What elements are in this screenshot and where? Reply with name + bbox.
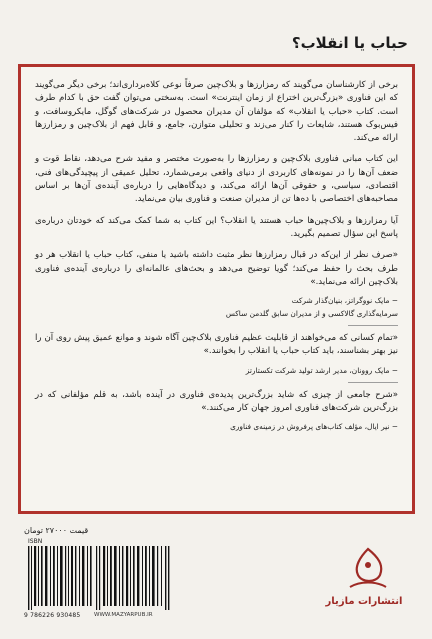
publisher-url: WWW.MAZYARPUB.IR: [94, 612, 153, 618]
divider: [348, 325, 398, 326]
isbn-number: 9 786226 930485: [24, 612, 81, 619]
barcode-area: [24, 526, 174, 626]
description-frame: [18, 64, 415, 514]
paragraph-3: آیا رمزارزها و بلاک‌چین‌ها حباب هستند یا انقلاب؟ این کتاب به شما کمک می‌کند که خودتان درباره‌ی پاسخ این سؤال تصمیم بگیرید.: [35, 215, 398, 239]
divider: [348, 382, 398, 383]
paragraph-2: این کتاب مبانی فناوری بلاک‌چین و رمزارزها را به‌صورت مختصر و مفید شرح می‌دهد، نقاط قوت و ضعف آن‌ها را در نمونه‌های کاربردی از دنیای واقعی برمی‌شمارد، تحلیل عمیقی از پیچیدگی‌های فنی، اقتصادی، سیاسی، و حقوقی آن‌ها ارائه می‌کند، و دیدگاه‌هایی را درباره‌ی آینده‌ی آن‌ها بر اساس مصاحبه‌های اختصاصی با ده‌ها تن از مدیران صنعت و فناوری بیان می‌نماید.: [35, 154, 398, 205]
barcode-icon: [26, 546, 172, 610]
publisher-name: انتشارات مازیار: [325, 596, 403, 607]
quote-3: «شرح جامعی از چیزی که شاید بزرگ‌ترین پدیده‌ی فناوری در آینده باشد، به قلم مؤلفانی که در بزرگ‌ترین شرکت‌های فناوری امروز جهان کار می‌کنند.»: [35, 389, 398, 414]
description-body: [35, 79, 398, 436]
quote-2: «تمام کسانی که می‌خواهند از قابلیت عظیم فناوری بلاک‌چین آگاه شوند و موانع عمیق پیش روی آن را نیز بهتر بشناسند، باید کتاب حباب یا انقلاب را بخوانند.»: [35, 333, 398, 357]
price: قیمت ۲۷۰۰۰ تومان: [24, 526, 89, 535]
book-title: حباب یا انقلاب؟: [291, 34, 408, 52]
isbn-label: ISBN: [28, 538, 43, 545]
quote-1-author: − مایک نووگراتز، بنیان‌گذار شرکت: [291, 296, 398, 306]
paragraph-1: برخی از کارشناسان می‌گویند که رمزارزها و بلاک‌چین صرفاً نوعی کلاه‌برداری‌اند؛ برخی دیگر می‌گویند که این فناوری «بزرگ‌ترین اختراع از زمان اینترنت» است. به‌سختی می‌توان گفت حق با کدام طرف است. کتاب «حباب یا انقلاب» که مؤلفان آن مدیران محصول در شرکت‌های گوگل، مایکروسافت، و فیس‌بوک هستند، شایعات را کنار می‌زند و تحلیلی متوازن، جامع، و قابل فهم از بلاک‌چین و رمزارزها ارائه می‌کند.: [35, 80, 398, 144]
quote-1-author-line2: سرمایه‌گذاری گالاکسی و از مدیران سابق گلدمن ساکس: [225, 309, 398, 319]
quote-3-author: − نیر ایال، مؤلف کتاب‌های پرفروش در زمینه‌ی فناوری: [230, 422, 398, 432]
quote-2-author: − مایک روونان، مدیر ارشد تولید شرکت تکستارتز: [245, 365, 398, 375]
quote-1: «صرف نظر از این‌که در قبال رمزارزها نظر مثبت داشته باشید یا منفی، کتاب حباب یا انقلاب هر دو طرف بحث را حفظ می‌کند؛ گویا توضیح می‌دهد و بحث‌های عالمانه‌ای را درباره‌ی آینده‌ی فناوری بلاک‌چین ارائه می‌نماید.»: [35, 250, 398, 287]
